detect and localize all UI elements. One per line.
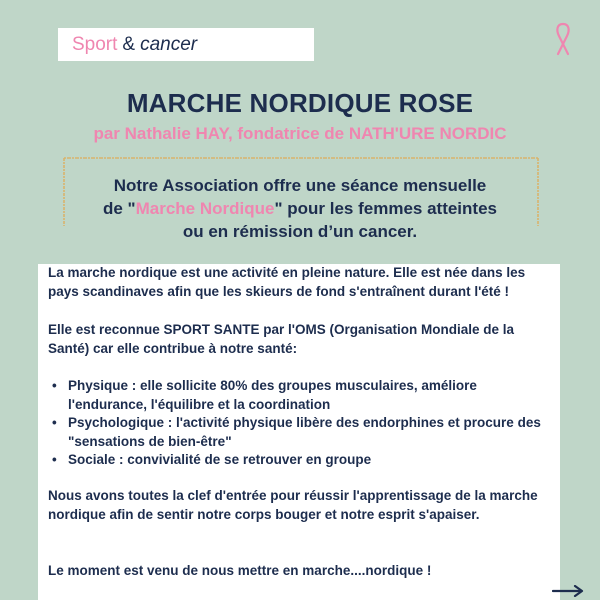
- tag-sport-text: Sport: [72, 33, 118, 55]
- pink-ribbon-icon: [548, 20, 578, 60]
- list-item: • Sociale : convivialité de se retrouver en groupe: [48, 451, 548, 470]
- intro-highlight: Marche Nordique: [135, 199, 275, 218]
- header-tag: [58, 28, 314, 61]
- list-item: • Physique : elle sollicite 80% des groupes musculaires, améliore l'endurance, l'équilibre et la coordination: [48, 377, 548, 414]
- paragraph-apprentissage: Nous avons toutes la clef d'entrée pour réussir l'apprentissage de la marche nordique afin de sentir notre corps bouger et notre esprit s'apaiser.: [48, 488, 538, 522]
- paragraph-conclusion: Le moment est venu de nous mettre en marche....nordique !: [48, 563, 432, 578]
- benefits-list: [48, 377, 548, 470]
- tag-cancer-text: cancer: [140, 33, 198, 55]
- intro-line-2-after: " pour les femmes atteintes: [274, 199, 497, 218]
- intro-text: [70, 174, 530, 243]
- intro-line-3: ou en rémission d’un cancer.: [182, 222, 418, 241]
- content-card: [38, 264, 560, 600]
- intro-line-2-before: de ": [102, 199, 136, 218]
- list-item: • Psychologique : l'activité physique libère des endorphines et procure des "sensations de bien-être": [48, 414, 548, 451]
- intro-line-1: Notre Association offre une séance mensuelle: [113, 176, 487, 195]
- arrow-right-icon[interactable]: [552, 585, 584, 597]
- page-subtitle: par Nathalie HAY, fondatrice de NATH'URE NORDIC: [93, 124, 507, 143]
- intro-line-2: [70, 197, 530, 220]
- tag-amp-text: &: [122, 33, 136, 55]
- page-title: MARCHE NORDIQUE ROSE: [126, 88, 474, 118]
- paragraph-intro: La marche nordique est une activité en pleine nature. Elle est née dans les pays scandinaves afin que les skieurs de fond s'entraînent durant l'été !: [48, 265, 526, 299]
- paragraph-sport-sante: Elle est reconnue SPORT SANTE par l'OMS (Organisation Mondiale de la Santé) car elle contribue à notre santé:: [48, 322, 515, 356]
